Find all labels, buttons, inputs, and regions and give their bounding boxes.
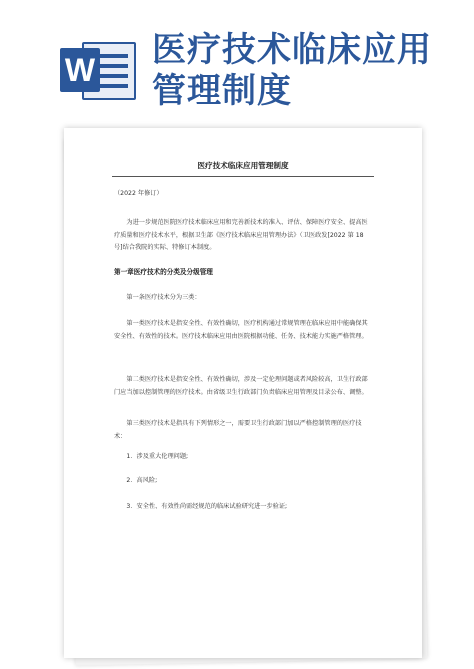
banner [0,0,474,132]
revision-note: （2022 年修订） [114,190,163,197]
title-divider [112,176,374,177]
word-letter-badge: W [60,48,100,92]
list-item-1: 1．涉及重大伦理问题; [126,453,189,460]
intro-paragraph: 为进一步规范医院医疗技术临床应用和完善新技术的准入、评估、保障医疗安全、提高医疗质量和医疗技术水平，根据卫生部《医疗技术临床应用管理办法》（卫医政发[2022 第 18 号]结合我院的实际、特修订本制度。 [114,219,368,252]
list-item-3: 3．安全性、有效性尚需经规范的临床试验研究进一步验证; [126,503,288,510]
class-2-paragraph: 第二类医疗技术是指安全性、有效性确切，涉及一定伦理问题或者风险较高，卫生行政部门应当加以控制管理的医疗技术。由省级卫生行政部门负责临床应用管理及目录公布、调整。 [114,376,368,396]
document-title: 医疗技术临床应用管理制度 [197,161,289,170]
class-3-paragraph: 第三类医疗技术是指具有下列情形之一，需要卫生行政部门加以严格控制管理的医疗技术： [114,420,362,440]
document-page [64,128,422,658]
article-1: 第一条医疗技术分为三类： [126,294,201,301]
class-1-paragraph: 第一类医疗技术是指安全性、有效性确切，医疗机构通过常规管理在临床应用中能确保其安全性、有效性的技术。医疗技术临床应用由医院根据功能、任务、技术能力实施严格管理。 [114,320,368,340]
banner-title: 医疗技术临床应用管理制度 [152,30,432,111]
chapter-heading: 第一章医疗技术的分类及分级管理 [114,268,213,276]
list-item-2: 2．高风险; [126,477,158,484]
word-icon [60,38,138,104]
